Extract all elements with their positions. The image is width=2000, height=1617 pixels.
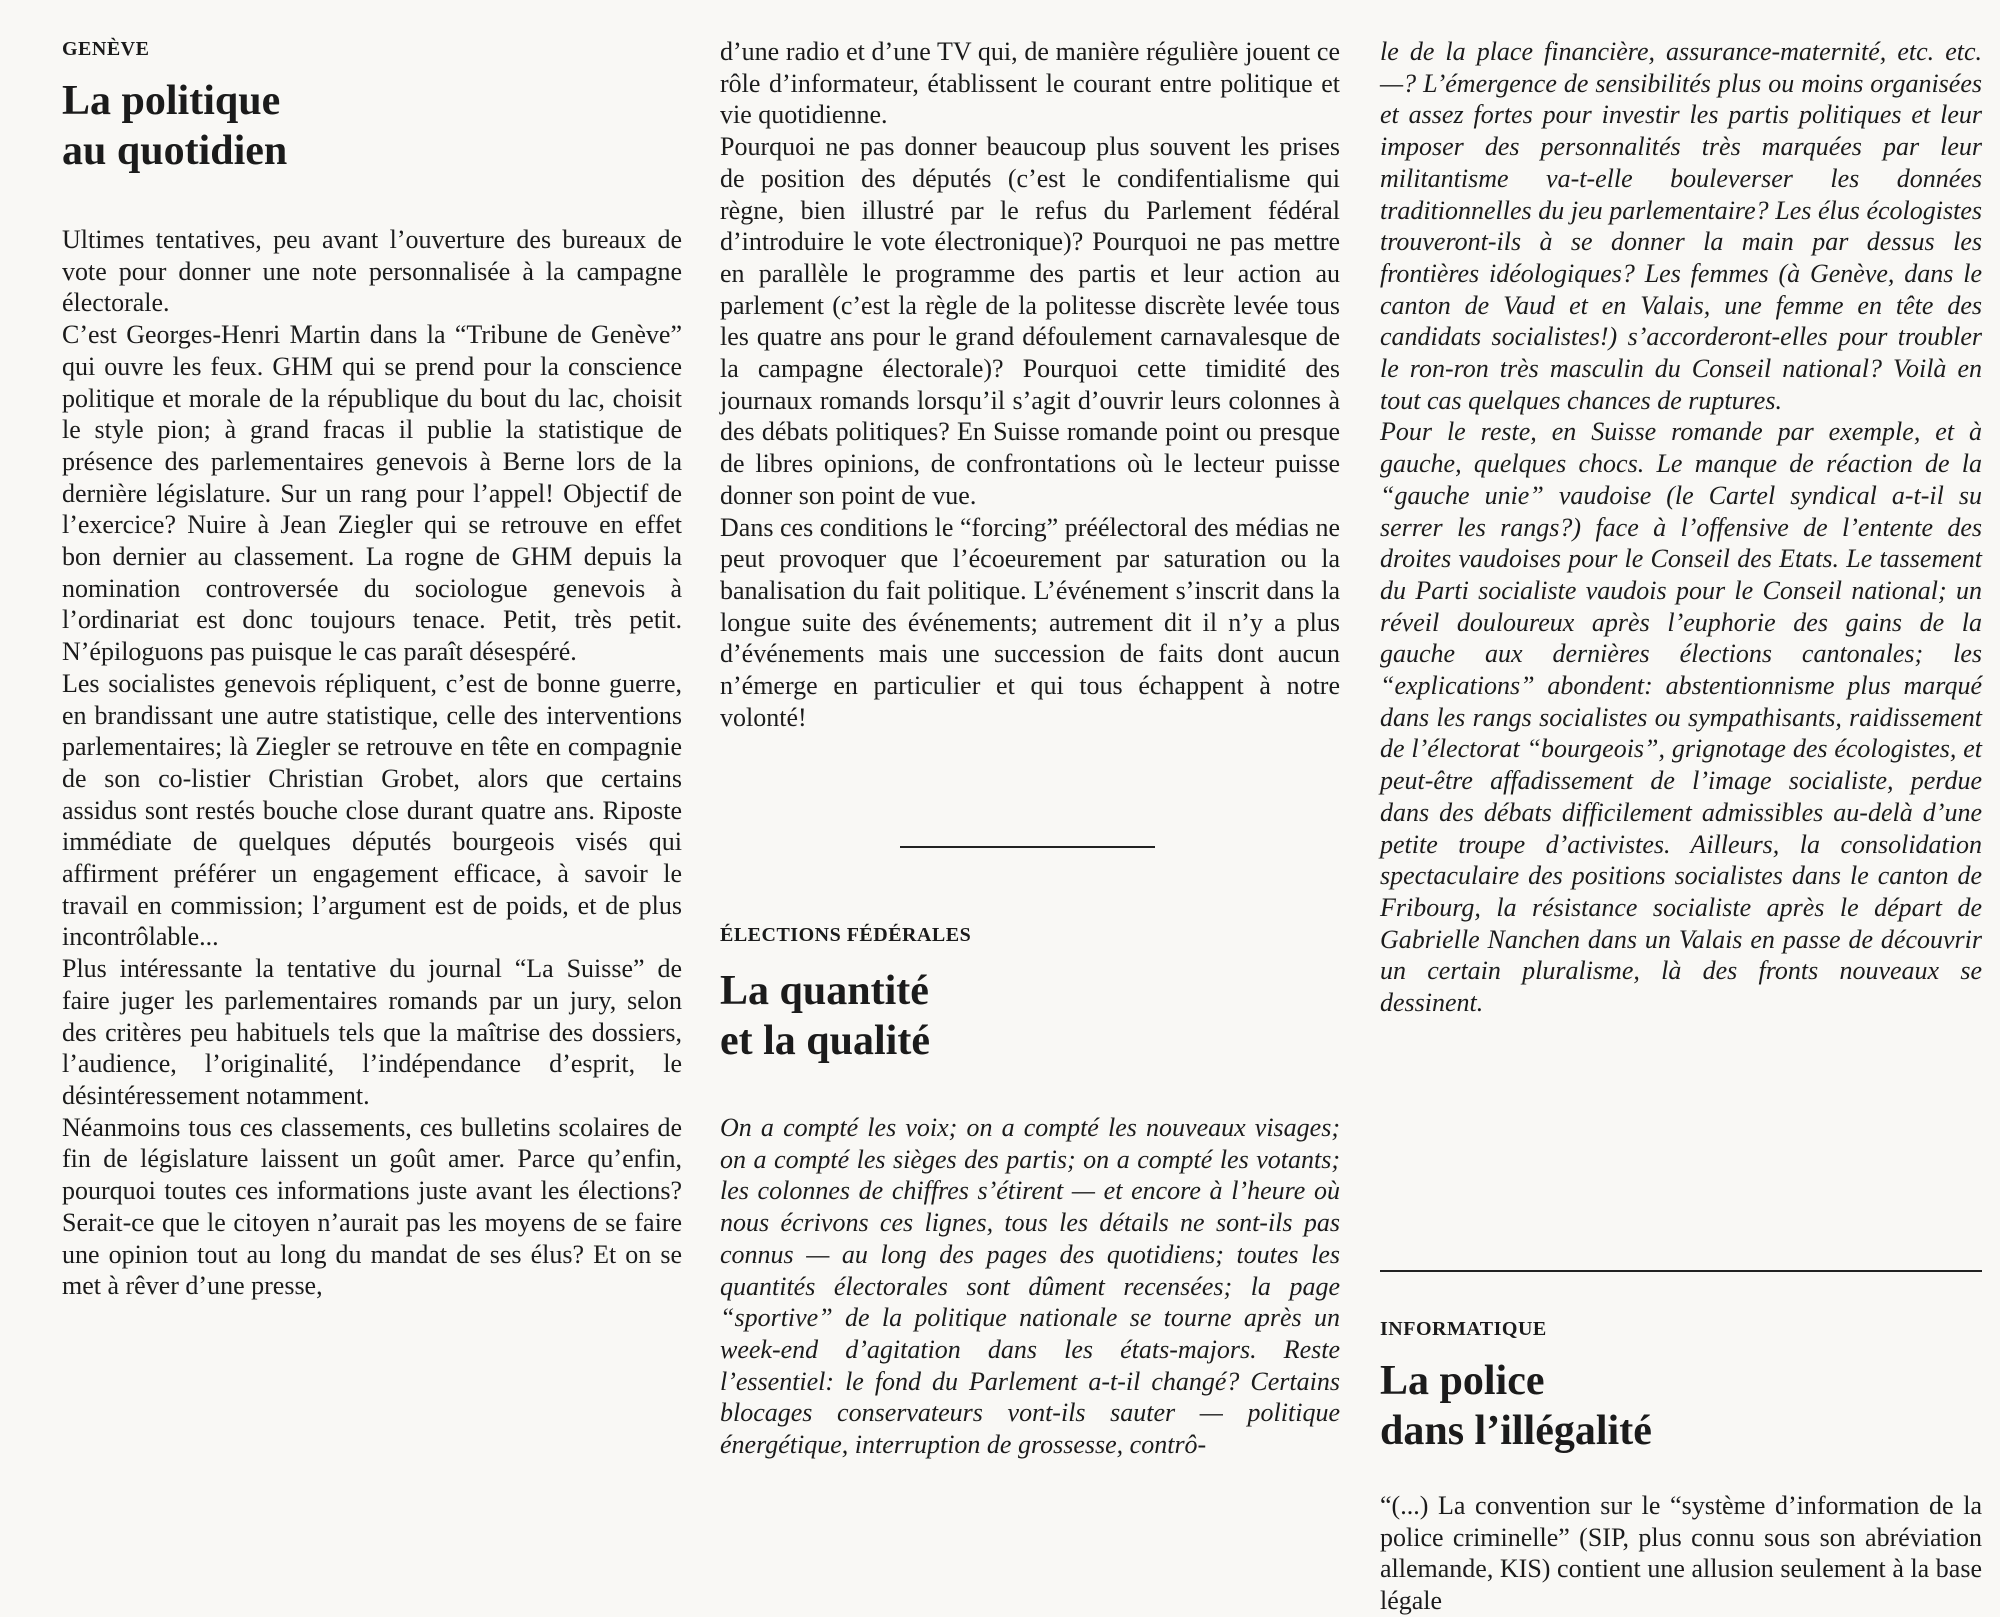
article-title-politique xyxy=(62,76,682,176)
paragraph: Pour le reste, en Suisse romande par exemple, et à gauche, quelques chocs. Le manque de réaction de la “gauche unie” vaudoise (le Cartel syndical a-t-il su serrer les rangs?) face à l’offensive de l’entente des droites vaudoises pour le Conseil des Etats. Le tassement du Parti socialiste vaudois pour le Conseil national; un réveil douloureux après l’euphorie des gains de la gauche aux dernières élections cantonales; les “explications” abondent: abstentionnisme plus marqué dans les rangs socialistes ou sympathisants, raidissement de l’électorat “bourgeois”, grignotage des écologistes, et peut-être affadissement de l’image socialiste, perdue dans des débats difficilement admissibles au-delà d’une petite troupe d’activistes. Ailleurs, la consolidation spectaculaire des positions socialistes dans le canton de Fribourg, la résistance socialiste après le départ de Gabrielle Nanchen dans un Valais en passe de découvrir un certain pluralisme, là des fronts nouveaux se dessinent. xyxy=(1380,417,1982,1018)
paragraph: Ultimes tentatives, peu avant l’ouverture des bureaux de vote pour donner une note personnalisée à la campagne électorale. xyxy=(62,225,682,318)
paragraph: On a compté les voix; on a compté les nouveaux visages; on a compté les sièges des partis; on a compté les votants; les colonnes de chiffres s’étirent — et encore à l’heure où nous écrivons ces lignes, tous les détails ne sont-ils pas connus — au long des pages des quotidiens; toutes les quantités électorales sont dûment recensées; la page “sportive” de la politique nationale se tourne après un week-end d’agitation dans les états-majors. Reste l’essentiel: le fond du Parlement a-t-il changé? Certains blocages conservateurs vont-ils sauter — politique énergétique, interruption de grossesse, contrô- xyxy=(720,1113,1340,1460)
title-line-2: dans l’illégalité xyxy=(1380,1408,1652,1454)
section-divider xyxy=(900,846,1155,848)
article-title-quantite xyxy=(720,966,1340,1066)
paragraph: d’une radio et d’une TV qui, de manière régulière jouent ce rôle d’informateur, établissent le courant entre politique et vie quotidienne. xyxy=(720,37,1340,130)
title-line-1: La police xyxy=(1380,1358,1545,1404)
section-divider xyxy=(1380,1270,1982,1272)
article-body-continued xyxy=(720,36,1340,733)
article-lead xyxy=(720,1112,1340,1461)
paragraph: C’est Georges-Henri Martin dans la “Tribune de Genève” qui ouvre les feux. GHM qui se prend pour la conscience politique et morale de la république du bout du lac, choisit le style pion; à grand fracas il publie la statistique de présence des parlementaires genevois à Berne lors de la dernière législature. Sur un rang pour l’appel! Objectif de l’exercice? Nuire à Jean Ziegler qui se retrouve en effet bon dernier au classement. La rogne de GHM depuis la nomination controversée du sociologue genevois à l’ordinariat est donc toujours tenace. Petit, très petit. N’épiloguons pas puisque le cas paraît désespéré. xyxy=(62,320,682,667)
section-kicker-geneve: GENÈVE xyxy=(62,38,150,60)
section-kicker-informatique: INFORMATIQUE xyxy=(1380,1318,1547,1340)
paragraph: le de la place financière, assurance-maternité, etc. etc. —? L’émergence de sensibilités plus ou moins organisées et assez fortes pour investir les partis politiques et leur imposer des personnalités très marquées par leur militantisme va-t-elle bouleverser les données traditionnelles du jeu parlementaire? Les élus écologistes trouveront-ils à se donner la main par dessus les frontières idéologiques? Les femmes (à Genève, dans le canton de Vaud et en Valais, une femme en tête des candidats socialistes!) s’accorderont-elles pour troubler le ron-ron très masculin du Conseil national? Voilà en tout cas quelques chances de ruptures. xyxy=(1380,37,1982,415)
paragraph: Dans ces conditions le “forcing” préélectoral des médias ne peut provoquer que l’écoeurement par saturation ou la banalisation du fait politique. L’événement s’inscrit dans la longue suite des événements; autrement dit il n’y a plus d’événements mais une succession de faits dont aucun n’émerge en particulier et qui tous échappent à notre volonté! xyxy=(720,512,1340,732)
paragraph: Pourquoi ne pas donner beaucoup plus souvent les prises de position des députés (c’est le condifentialisme qui règne, bien illustré par le refus du Parlement fédéral d’introduire le vote électronique)? Pourquoi ne pas mettre en parallèle le programme des partis et leur action au parlement (c’est la règle de la politesse discrète levée tous les quatre ans pour le grand défoulement carnavalesque de la campagne électorale)? Pourquoi cette timidité des journaux romands lorsqu’il s’agit d’ouvrir leurs colonnes à des débats politiques? En Suisse romande point ou presque de libres opinions, de confrontations où le lecteur puisse donner son point de vue. xyxy=(720,132,1340,510)
title-line-1: La quantité xyxy=(720,968,929,1014)
paragraph: Les socialistes genevois répliquent, c’est de bonne guerre, en brandissant une autre statistique, celle des interventions parlementaires; là Ziegler se retrouve en tête en compagnie de son co-listier Christian Grobet, alors que certains assidus sont restés bouche close durant quatre ans. Riposte immédiate de quelques députés bourgeois visés qui affirment préférer un engagement efficace, à savoir le travail en commission; l’argument est de poids, et de plus incontrôlable... xyxy=(62,668,682,952)
paragraph: Néanmoins tous ces classements, ces bulletins scolaires de fin de législature laissent un goût amer. Parce qu’enfin, pourquoi toutes ces informations juste avant les élections? Serait-ce que le citoyen n’aurait pas les moyens de se faire une opinion tout au long du mandat de ses élus? Et on se met à rêver d’une presse, xyxy=(62,1112,682,1301)
title-line-2: et la qualité xyxy=(720,1018,930,1064)
article-lead-continued xyxy=(1380,36,1982,1019)
section-kicker-elections: ÉLECTIONS FÉDÉRALES xyxy=(720,924,972,946)
title-line-1: La politique xyxy=(62,78,281,124)
title-line-2: au quotidien xyxy=(62,128,288,174)
article-body xyxy=(1380,1490,1982,1617)
article-title-police xyxy=(1380,1356,1982,1456)
paragraph: “(...) La convention sur le “système d’information de la police criminelle” (SIP, plus connu sous son abréviation allemande, KIS) contient une allusion seulement à la base légale xyxy=(1380,1491,1982,1616)
paragraph: Plus intéressante la tentative du journal “La Suisse” de faire juger les parlementaires romands par un jury, selon des critères peu habituels tels que la maîtrise des dossiers, l’audience, l’originalité, l’indépendance d’esprit, le désintéressement notamment. xyxy=(62,954,682,1110)
article-body xyxy=(62,224,682,1302)
